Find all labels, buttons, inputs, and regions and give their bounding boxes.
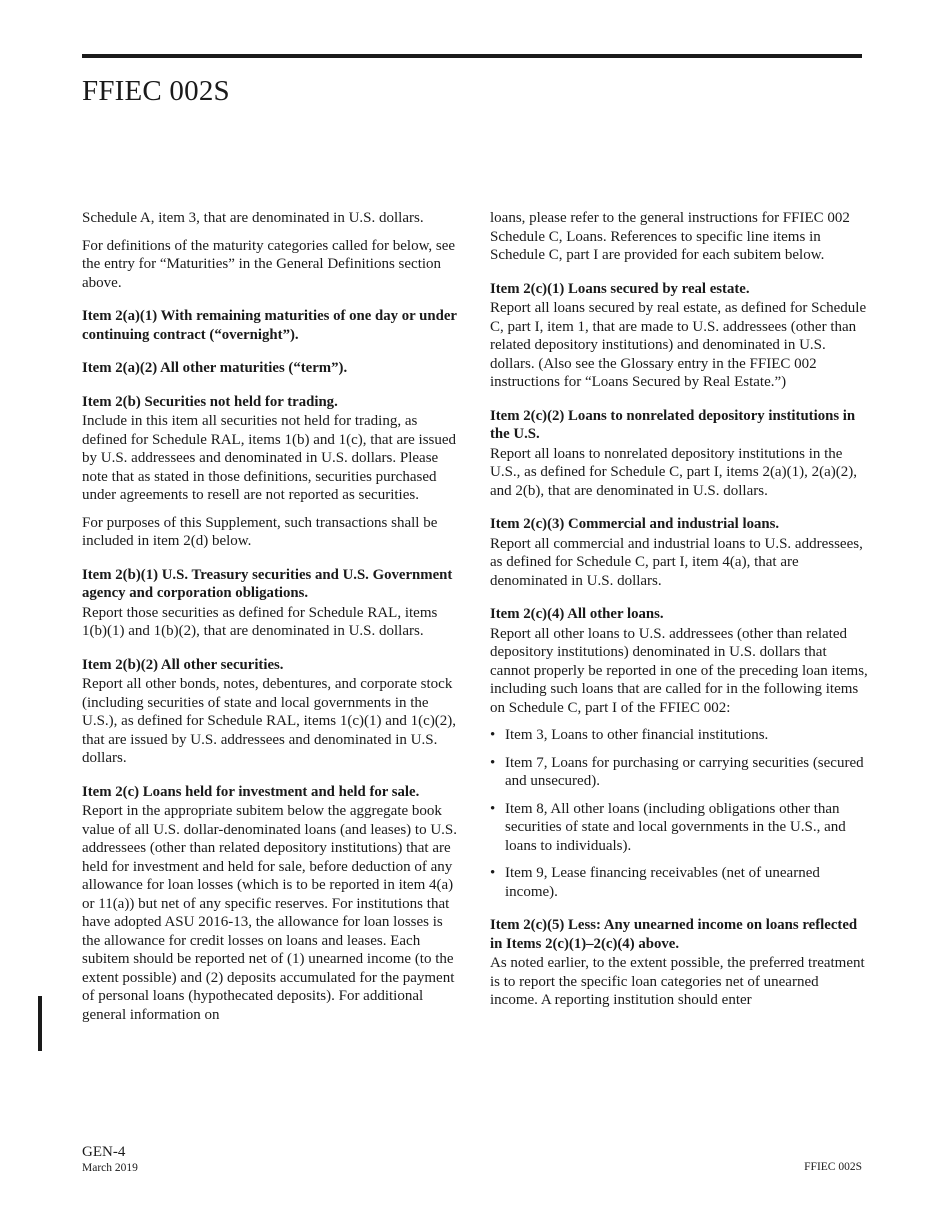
list-item [490,800,870,856]
paragraph: Report all other loans to U.S. addressees (other than related depository institutions) denominated in U.S. dollars that cannot properly be reported in one of the preceding loan items, including such loans that are called for in the following items on Schedule C, part I of the FFIEC 002: [490,625,868,716]
paragraph: As noted earlier, to the extent possible, the preferred treatment is to report the specific loan categories net of unearned income. A reporting institution should enter [490,955,865,1008]
footer-left [82,1144,138,1175]
item-heading: Item 2(b)(1) U.S. Treasury securities and U.S. Government agency and corporation obligations. [82,566,453,601]
paragraph: Report in the appropriate subitem below the aggregate book value of all U.S. dollar-denominated loans (and leases) to U.S. addressees (other than related depository institutions) that are held for investment and held for sale, before deduction of any allowance for loan losses (which is to be reported in item 4(a) or 11(a)) but net of any specific reserves. For institutions that have adopted ASU 2016-13, the allowance for loan losses is the allowance for credit losses on loans and leases. Each subitem should be reported net of (1) unearned income (to the extent possible) and (2) deposits accumulated for the payment of personal loans (hypothecated deposits). For additional general information on [82,803,458,1023]
paragraph: For definitions of the maturity categories called for below, see the entry for “Maturities” in the General Definitions section above. [82,237,456,291]
list-item-text: Item 8, All other loans (including obligations other than securities of state and local governments in the U.S., and loans to individuals). [505,800,846,854]
item-heading: Item 2(c) Loans held for investment and held for sale. [82,783,420,800]
bullet-icon: • [490,865,496,881]
list-item [490,726,870,745]
item-heading: Item 2(a)(2) All other maturities (“term”). [82,360,348,376]
right-column [490,209,870,1019]
list-item [490,864,870,901]
revision-date: March 2019 [82,1162,138,1174]
list-item-text: Item 9, Lease financing receivables (net of unearned income). [505,865,820,900]
paragraph: Report all loans secured by real estate, as defined for Schedule C, part I, item 1, that are made to U.S. addressees (other than related depository institutions) and denominated in U.S. dollars. (Also see the Glossary entry in the FFIEC 002 instructions for “Loans Secured by Real Estate.”) [490,300,867,390]
paragraph: Report all commercial and industrial loans to U.S. addressees, as defined for Schedule C, part I, item 4(a), that are denominated in U.S. dollars. [490,535,863,589]
revision-change-bar [38,996,42,1051]
left-column [82,209,462,1033]
paragraph: Report all loans to nonrelated depository institutions in the U.S., as defined for Schedule C, part I, items 2(a)(1), 2(a)(2), and 2(b), that are denominated in U.S. dollars. [490,445,857,499]
paragraph: For purposes of this Supplement, such transactions shall be included in item 2(d) below. [82,514,438,549]
paragraph: Report all other bonds, notes, debentures, and corporate stock (including securities of state and local governments in the U.S.), as defined for Schedule RAL, items 1(c)(1) and 1(c)(2), that are issued by U.S. addressees and denominated in U.S. dollars. [82,676,457,766]
paragraph: Include in this item all securities not held for trading, as defined for Schedule RAL, items 1(b) and 1(c), that are issued by U.S. addressees and denominated in U.S. dollars. Please note that as stated in those definitions, securities purchased under agreements to resell are not reported as securities. [82,413,457,503]
item-heading: Item 2(b)(2) All other securities. [82,656,284,673]
header-rule [82,54,862,58]
item-heading: Item 2(b) Securities not held for trading. [82,393,338,410]
item-heading: Item 2(c)(4) All other loans. [490,606,664,622]
bullet-icon: • [490,800,496,817]
bullet-icon: • [490,727,496,743]
loan-items-list [490,726,870,901]
list-item-text: Item 3, Loans to other financial institutions. [505,727,769,743]
item-heading: Item 2(c)(5) Less: Any unearned income on loans reflected in Items 2(c)(1)–2(c)(4) above. [490,917,858,952]
footer-form-name: FFIEC 002S [804,1161,862,1173]
bullet-icon: • [490,754,496,771]
item-heading: Item 2(a)(1) With remaining maturities of one day or under continuing contract (“overnight”). [82,308,457,343]
paragraph: Report those securities as defined for Schedule RAL, items 1(b)(1) and 1(b)(2), that are denominated in U.S. dollars. [82,604,438,639]
paragraph: Schedule A, item 3, that are denominated in U.S. dollars. [82,210,424,226]
list-item-text: Item 7, Loans for purchasing or carrying securities (secured and unsecured). [505,754,864,789]
item-heading: Item 2(c)(1) Loans secured by real estate. [490,280,750,297]
page-title: FFIEC 002S [82,75,230,107]
item-heading: Item 2(c)(3) Commercial and industrial loans. [490,516,780,532]
list-item [490,754,870,791]
paragraph: loans, please refer to the general instructions for FFIEC 002 Schedule C, Loans. References to specific line items in Schedule C, part I are provided for each subitem below. [490,210,850,263]
page-number: GEN-4 [82,1144,126,1160]
item-heading: Item 2(c)(2) Loans to nonrelated depository institutions in the U.S. [490,407,856,442]
